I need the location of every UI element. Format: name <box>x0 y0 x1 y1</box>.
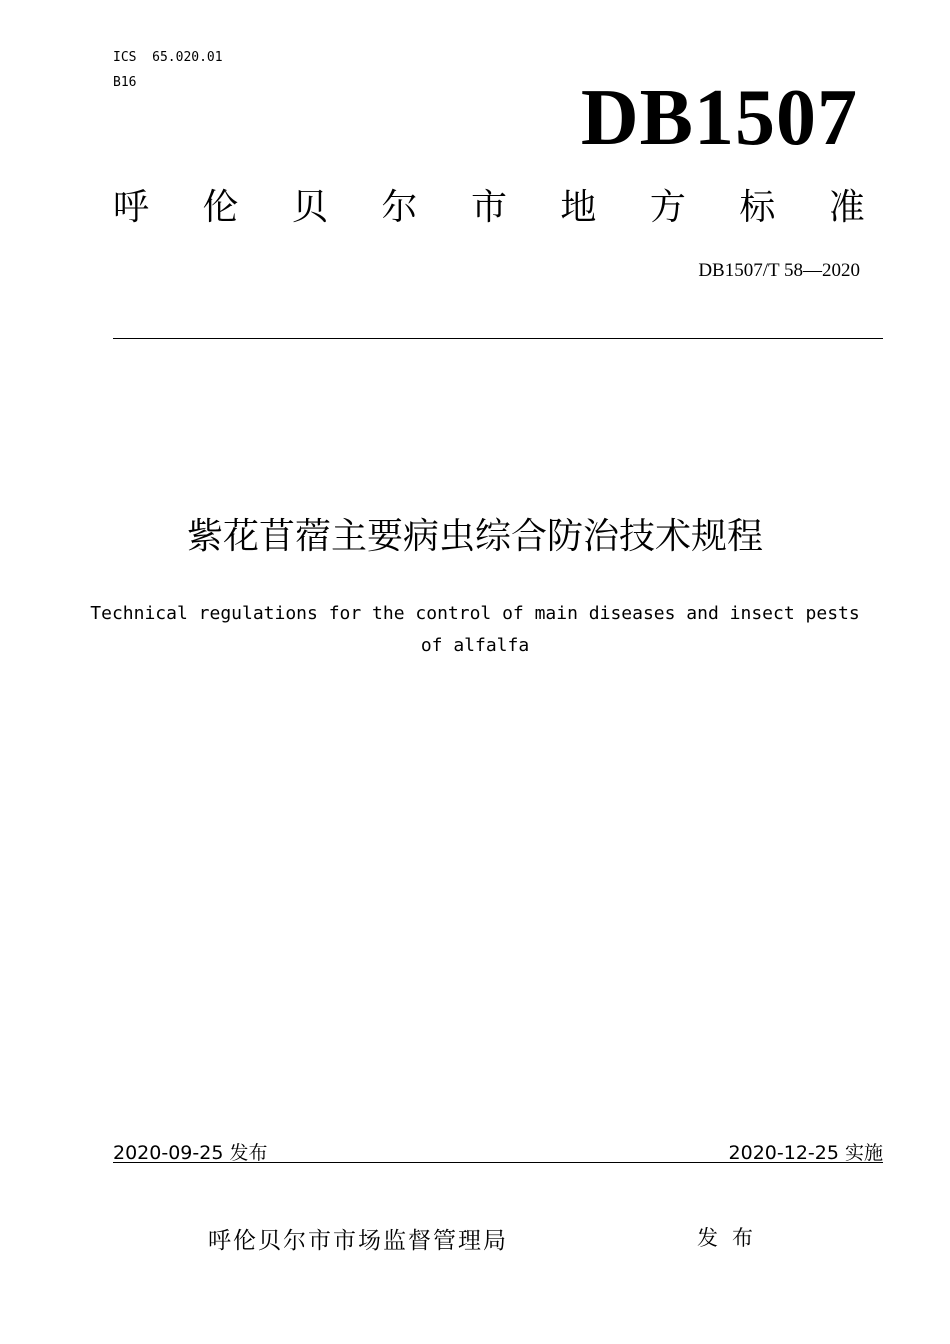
english-title-line: of alfalfa <box>420 635 530 656</box>
english-title-line: Technical regulations for the control of main diseases and insect pests <box>90 603 860 624</box>
standard-type-title <box>113 186 865 230</box>
standard-number: DB1507/T 58—2020 <box>698 260 860 281</box>
standard-type-char: 贝 <box>291 187 328 228</box>
ics-code: ICS 65.020.01 <box>113 50 223 65</box>
document-title-chinese: 紫花苜蓿主要病虫综合防治技术规程 <box>186 516 763 557</box>
issue-label: 发布 <box>697 1226 767 1250</box>
standard-type-char: 准 <box>828 187 865 228</box>
header-divider <box>113 338 883 339</box>
standard-type-char: 伦 <box>202 187 239 228</box>
implement-date: 2020-12-25 实施 <box>728 1142 883 1164</box>
standard-type-char: 方 <box>649 187 686 228</box>
standard-type-char: 标 <box>739 187 776 228</box>
standard-type-char: 市 <box>470 187 507 228</box>
ccs-code: B16 <box>113 75 137 90</box>
standard-type-char: 地 <box>560 187 597 228</box>
document-title-english <box>0 598 950 662</box>
standard-type-char: 呼 <box>113 187 150 228</box>
standard-code-logo: DB1507 <box>580 74 858 162</box>
footer-divider <box>113 1162 883 1163</box>
standard-type-char: 尔 <box>381 187 418 228</box>
issuing-authority: 呼伦贝尔市市场监督管理局 <box>208 1228 508 1254</box>
publish-date: 2020-09-25 发布 <box>113 1142 268 1164</box>
